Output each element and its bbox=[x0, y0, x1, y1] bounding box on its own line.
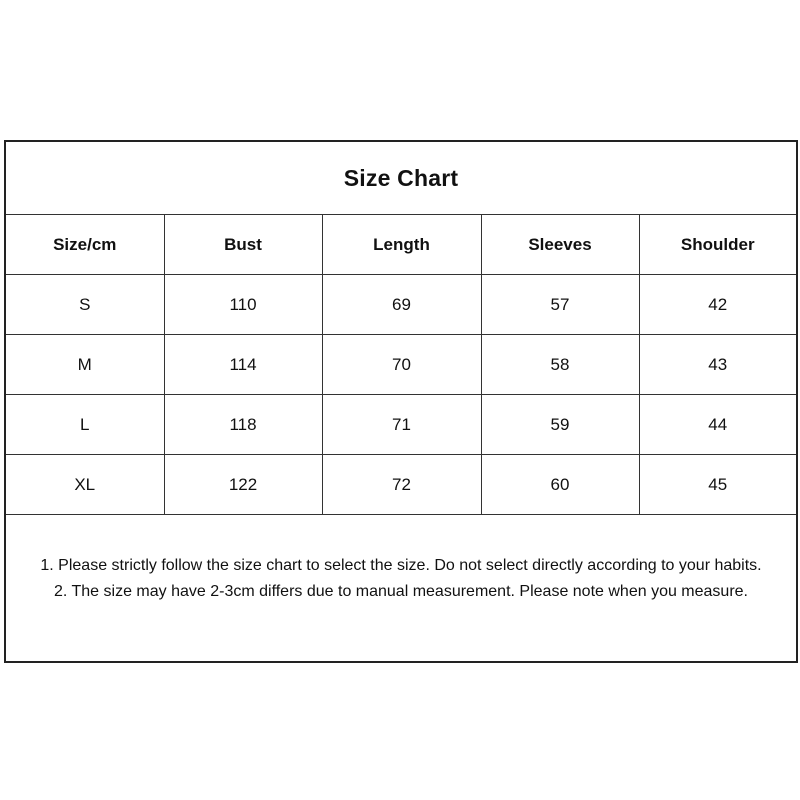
size-chart-frame bbox=[4, 140, 798, 663]
cell-length: 70 bbox=[322, 335, 481, 395]
header-size: Size/cm bbox=[6, 215, 164, 275]
cell-bust: 110 bbox=[164, 275, 322, 335]
cell-size: L bbox=[6, 395, 164, 455]
cell-sleeves: 57 bbox=[481, 275, 639, 335]
header-sleeves: Sleeves bbox=[481, 215, 639, 275]
title-row bbox=[6, 142, 796, 215]
note-2: 2. The size may have 2-3cm differs due to manual measurement. Please note when you measure. bbox=[54, 583, 748, 600]
table-header-row bbox=[6, 215, 796, 275]
cell-shoulder: 42 bbox=[639, 275, 796, 335]
size-table bbox=[6, 215, 796, 515]
notes-section bbox=[6, 515, 796, 605]
cell-shoulder: 43 bbox=[639, 335, 796, 395]
cell-bust: 122 bbox=[164, 455, 322, 515]
note-1: 1. Please strictly follow the size chart to select the size. Do not select directly according to your habits. bbox=[40, 557, 762, 574]
cell-bust: 114 bbox=[164, 335, 322, 395]
table-row bbox=[6, 335, 796, 395]
cell-shoulder: 44 bbox=[639, 395, 796, 455]
header-length: Length bbox=[322, 215, 481, 275]
cell-size: M bbox=[6, 335, 164, 395]
cell-length: 71 bbox=[322, 395, 481, 455]
cell-size: S bbox=[6, 275, 164, 335]
table-row bbox=[6, 275, 796, 335]
cell-sleeves: 58 bbox=[481, 335, 639, 395]
header-shoulder: Shoulder bbox=[639, 215, 796, 275]
cell-size: XL bbox=[6, 455, 164, 515]
cell-length: 69 bbox=[322, 275, 481, 335]
cell-shoulder: 45 bbox=[639, 455, 796, 515]
table-row bbox=[6, 455, 796, 515]
cell-sleeves: 59 bbox=[481, 395, 639, 455]
header-bust: Bust bbox=[164, 215, 322, 275]
cell-length: 72 bbox=[322, 455, 481, 515]
table-row bbox=[6, 395, 796, 455]
cell-bust: 118 bbox=[164, 395, 322, 455]
cell-sleeves: 60 bbox=[481, 455, 639, 515]
page-title: Size Chart bbox=[343, 164, 459, 191]
